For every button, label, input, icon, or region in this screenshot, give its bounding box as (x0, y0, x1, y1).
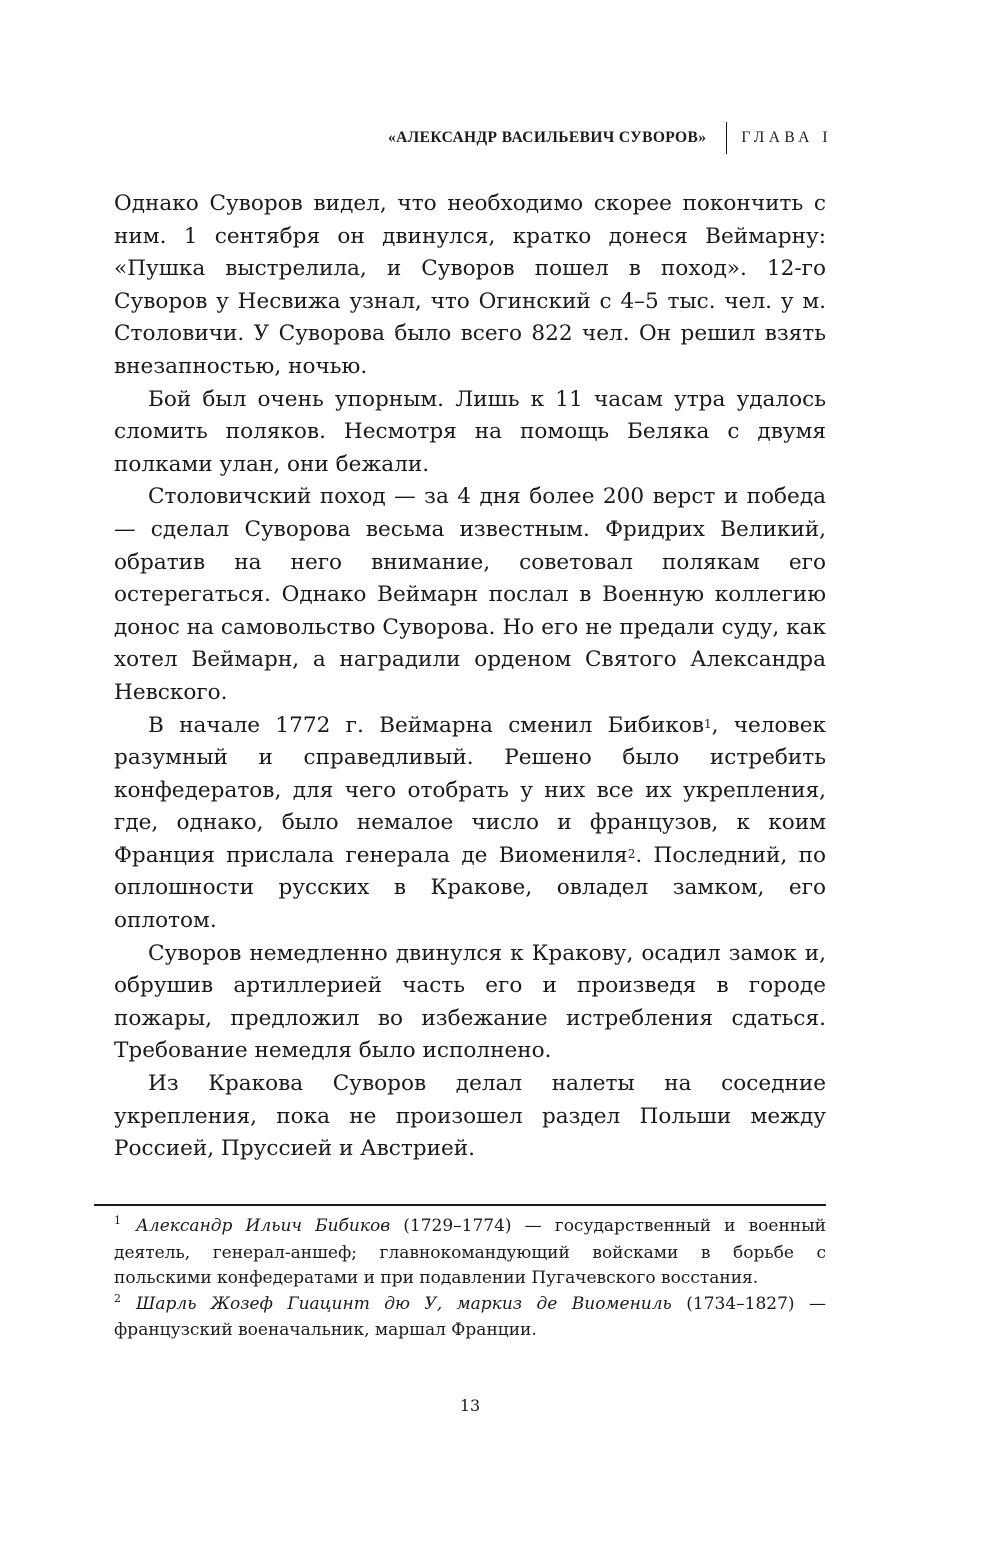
header-divider (726, 122, 727, 154)
footnote-2 (114, 1292, 826, 1344)
footnote-1-text: (1729–1774) — государственный и военный деятель, генерал-аншеф; главнокомандующий войсками в борьбе с польскими конфедератами и при подавлении Пугачевского восстания. (114, 1216, 826, 1288)
paragraph-4-part-3: . Последний, по оплошности русских в Кракове, овладел замком, его оплотом. (114, 842, 826, 934)
footnotes (114, 1214, 826, 1344)
paragraph-1: Однако Суворов видел, что необходимо скорее покончить с ним. 1 сентября он двинулся, кратко донеся Веймарну: «Пушка выстрелила, и Суворов пошел в поход». 12-го Суворов у Несвижа узнал, что Огинский с 4–5 тыс. чел. у м. Столовичи. У Суворова было всего 822 чел. Он решил взять внезапностью, ночью. (114, 191, 826, 379)
running-header-chapter: ГЛАВА I (741, 129, 832, 146)
footnote-2-name: Шарль Жозеф Гиацинт дю У, маркиз де Виомениль (136, 1293, 672, 1314)
paragraph-6: Из Кракова Суворов делал налеты на соседние укрепления, пока не произошел раздел Польши между Россией, Пруссией и Австрией. (114, 1071, 826, 1162)
footnote-1 (114, 1214, 826, 1292)
paragraph-4-part-2: , человек разумный и справедливый. Решено было истребить конфедератов, для чего отобрать у них все их укрепления, где, однако, было немалое число и французов, к коим Франция прислала генерала де Виомениля (114, 712, 826, 868)
footnote-separator (94, 1204, 826, 1206)
paragraph-5: Суворов немедленно двинулся к Кракову, осадил замок и, обрушив артиллерией часть его и произведя в городе пожары, предложил во избежание истребления сдаться. Требование немедля было исполнено. (114, 940, 826, 1064)
paragraph-2: Бой был очень упорным. Лишь к 11 часам утра удалось сломить поляков. Несмотря на помощь Беляка с двумя полками улан, они бежали. (114, 386, 826, 477)
paragraph-3: Столовичский поход — за 4 дня более 200 верст и победа — сделал Суворова весьма известным. Фридрих Великий, обратив на него внимание, советовал полякам его остерегаться. Однако Веймарн послал в Военную коллегию донос на самовольство Суворова. Но его не предали суду, как хотел Веймарн, а наградили орденом Святого Александра Невского. (114, 484, 826, 705)
footnote-2-text: (1734–1827) — французский военачальник, маршал Франции. (114, 1293, 826, 1340)
running-header (388, 122, 832, 154)
footnote-ref-1[interactable]: 1 (703, 716, 712, 731)
running-header-book-title: «АЛЕКСАНДР ВАСИЛЬЕВИЧ СУВОРОВ» (387, 129, 707, 146)
footnote-ref-2[interactable]: 2 (627, 846, 636, 861)
paragraph-4 (114, 710, 826, 938)
footnote-2-mark: 2 (114, 1291, 121, 1305)
page-number: 13 (459, 1396, 481, 1415)
footnote-1-name: Александр Ильич Бибиков (136, 1216, 391, 1236)
main-text (114, 188, 826, 1166)
footnote-1-mark: 1 (114, 1214, 121, 1227)
paragraph-4-part-1: В начале 1772 г. Веймарна сменил Бибиков (148, 712, 704, 738)
